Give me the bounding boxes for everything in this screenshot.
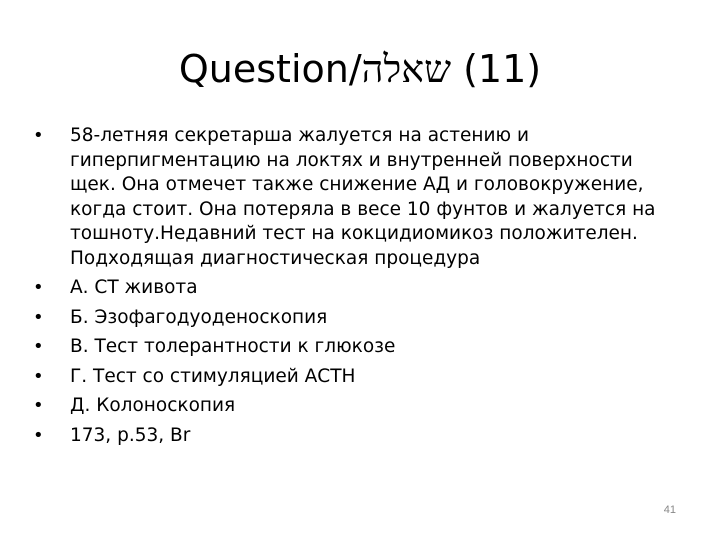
bullet-item-reference (30, 424, 680, 449)
slide-title-hebrew: שאלה (361, 47, 451, 91)
bullet-item-option-b (30, 306, 680, 331)
bullet-item-option-a (30, 276, 680, 301)
bullet-text: Г. Тест со стимуляцией АСТН (70, 365, 356, 387)
bullet-icon: • (33, 336, 44, 357)
bullet-icon: • (33, 365, 44, 387)
bullet-text: В. Тест толерантности к глюкозе (70, 336, 396, 357)
bullet-text: 58-летняя секретарша жалуется на астению и гиперпигментацию на локтях и внутренней поверхности щек. Она отмечет также снижение АД и головокружение, когда стоит. Она потеряла в весе 10 фунтов и жалуется на тошноту.Недавний тест на кокцидиомикоз положителен. Подходящая диагностическая процедура (70, 125, 656, 269)
bullet-text: Б. Эзофагодуоденоскопия (70, 306, 328, 328)
bullet-item-option-g (30, 365, 680, 390)
bullet-text: А. СТ живота (70, 277, 198, 298)
bullet-icon: • (33, 277, 44, 298)
bullet-item-question (30, 124, 680, 271)
bullet-icon: • (33, 306, 44, 328)
bullet-list (30, 124, 680, 453)
slide-title-number: (11) (463, 47, 542, 91)
bullet-item-option-d (30, 394, 680, 419)
bullet-icon: • (33, 424, 44, 446)
bullet-text: 173, p.53, Br (70, 424, 191, 446)
slide-title (0, 42, 720, 96)
slide-title-latin: Question/ (178, 47, 362, 91)
bullet-icon: • (33, 395, 44, 416)
bullet-icon: • (33, 125, 44, 146)
page-number: 41 (663, 504, 676, 516)
bullet-item-option-v (30, 335, 680, 360)
bullet-text: Д. Колоноскопия (70, 395, 236, 416)
